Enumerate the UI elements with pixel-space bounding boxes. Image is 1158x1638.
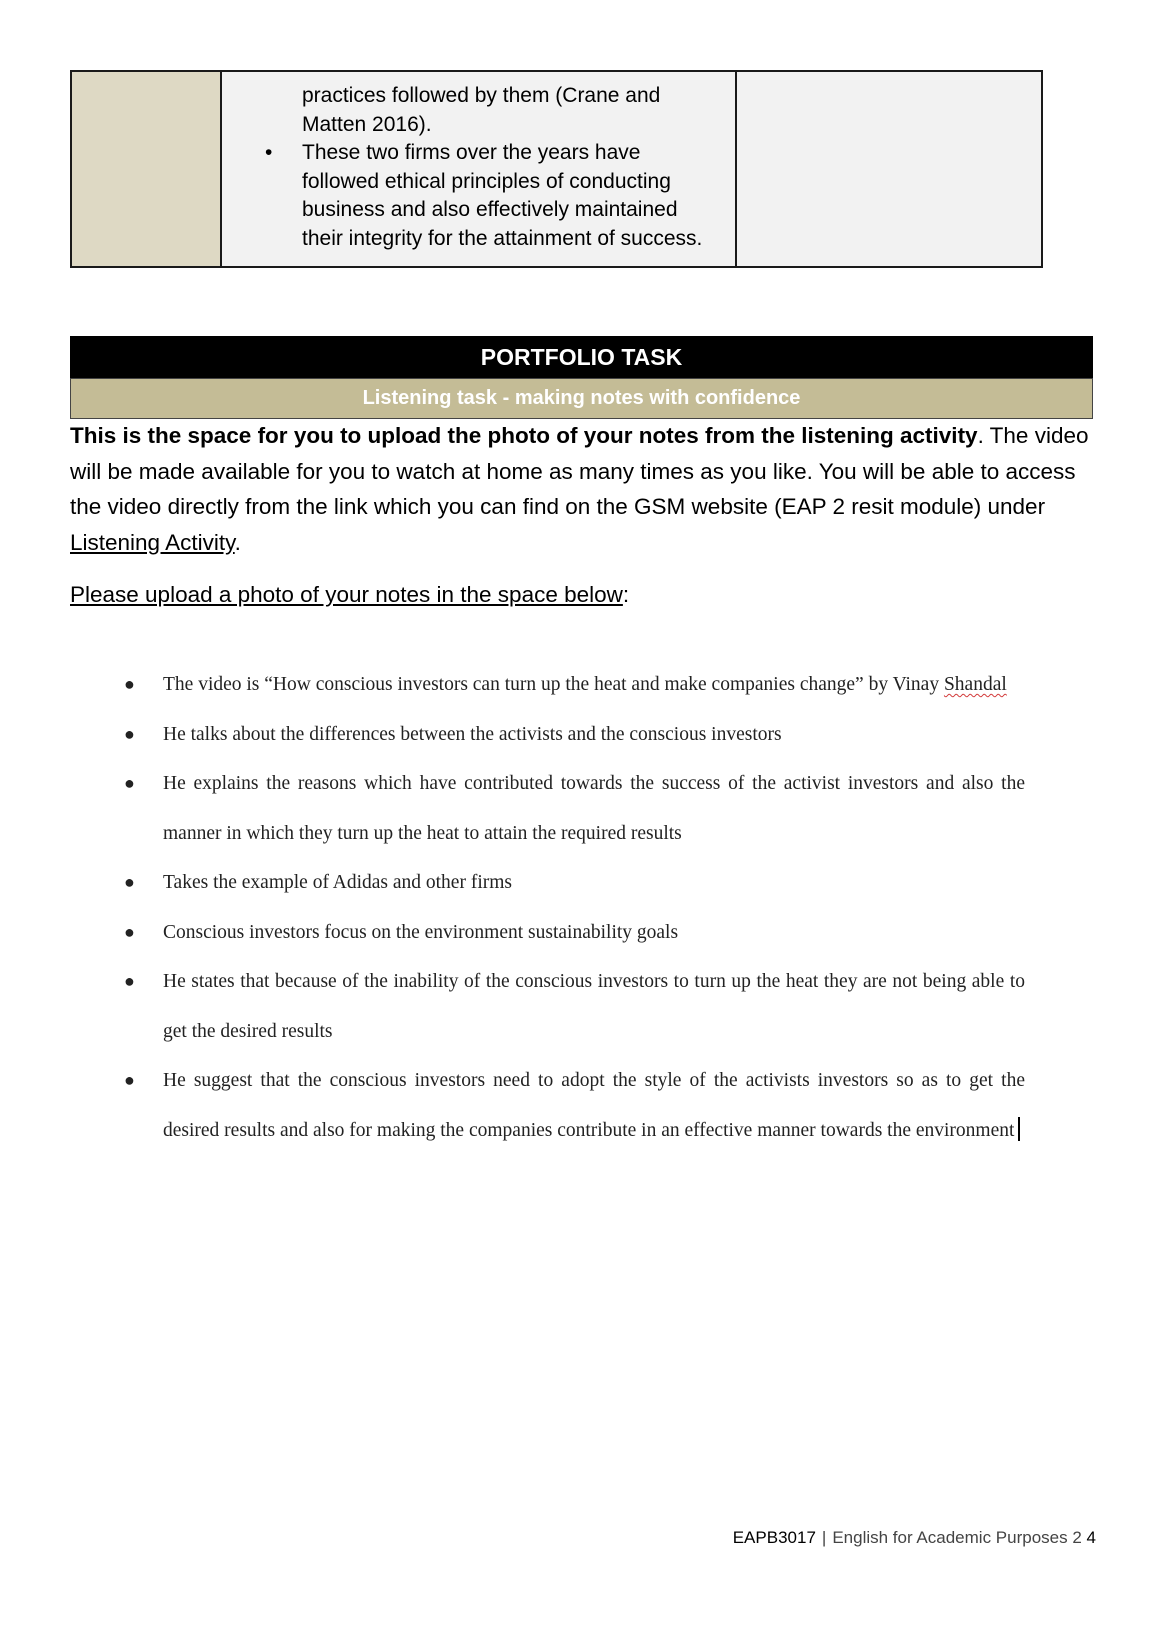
upload-prompt-text: Please upload a photo of your notes in the space below	[70, 582, 623, 607]
upload-prompt	[70, 580, 629, 610]
table-empty-cell	[737, 72, 1041, 266]
bullet-icon: ●	[124, 921, 135, 942]
list-item	[120, 858, 1025, 908]
instructions-bold-intro: This is the space for you to upload the photo of your notes from the listening activity	[70, 423, 978, 448]
upload-prompt-colon: :	[622, 582, 630, 607]
table-bullet-list	[222, 139, 723, 253]
instructions-paragraph	[70, 418, 1100, 560]
footer-separator: |	[821, 1528, 827, 1547]
bullet-icon: ●	[124, 674, 135, 694]
list-item	[120, 1056, 1025, 1155]
portfolio-task-subheading: Listening task - making notes with confidence	[70, 378, 1093, 419]
page-number: 4	[1086, 1528, 1096, 1547]
list-item	[120, 710, 1025, 760]
bullet-icon: ●	[124, 773, 135, 793]
bullet-icon: ●	[124, 971, 135, 991]
bullet-icon: ●	[124, 1070, 135, 1090]
instructions-end: .	[234, 529, 241, 555]
uploaded-notes-image	[120, 660, 1025, 1155]
note-text: The video is “How conscious investors can turn up the heat and make companies change” by Vinay	[163, 674, 944, 695]
text-cursor-icon	[1018, 1117, 1020, 1141]
course-title: English for Academic Purposes 2	[832, 1528, 1082, 1547]
bullet-icon: ●	[124, 723, 135, 744]
bullet-text: These two firms over the years have followed ethical principles of conducting business and also effectively maintained their integrity for the attainment of success.	[302, 141, 703, 250]
table-content-cell	[222, 72, 737, 266]
note-text: He states that because of the inability of the conscious investors to turn up the heat they are not being able to get the desired results	[163, 971, 1025, 1042]
continued-text-line: Matten 2016).	[302, 112, 432, 136]
note-text: Conscious investors focus on the environment sustainability goals	[163, 921, 679, 943]
spellcheck-flagged-word: Shandal	[943, 674, 1007, 695]
list-item	[120, 660, 1025, 710]
page-footer	[733, 1528, 1096, 1548]
note-text: He talks about the differences between the activists and the conscious investors	[163, 723, 782, 745]
bullet-icon: ●	[124, 872, 135, 892]
note-text: He suggest that the conscious investors need to adopt the style of the activists investors so as to get the desired results and also for making the companies contribute in an effective manner towards the environment	[163, 1070, 1025, 1141]
note-text: Takes the example of Adidas and other firms	[163, 872, 512, 893]
module-code: EAPB3017	[732, 1528, 816, 1547]
list-item	[120, 908, 1025, 958]
bullet-icon: •	[265, 141, 273, 164]
list-item	[120, 759, 1025, 858]
list-item	[222, 139, 723, 253]
instructions-body: . The video will be made available for you to watch at home as many times as you like. You will be able to access the video directly from the link which you can find on the GSM website (EAP 2 resit module) under	[70, 423, 1089, 519]
continued-text-line: practices followed by them (Crane and	[302, 84, 661, 107]
listening-activity-link[interactable]: Listening Activity	[70, 529, 235, 555]
table-label-cell	[72, 72, 222, 266]
list-item	[120, 957, 1025, 1056]
portfolio-task-heading: PORTFOLIO TASK	[70, 336, 1093, 378]
criteria-table-continuation	[70, 70, 1043, 268]
note-text: He explains the reasons which have contributed towards the success of the activist investors and also the manner in which they turn up the heat to attain the required results	[163, 773, 1025, 844]
